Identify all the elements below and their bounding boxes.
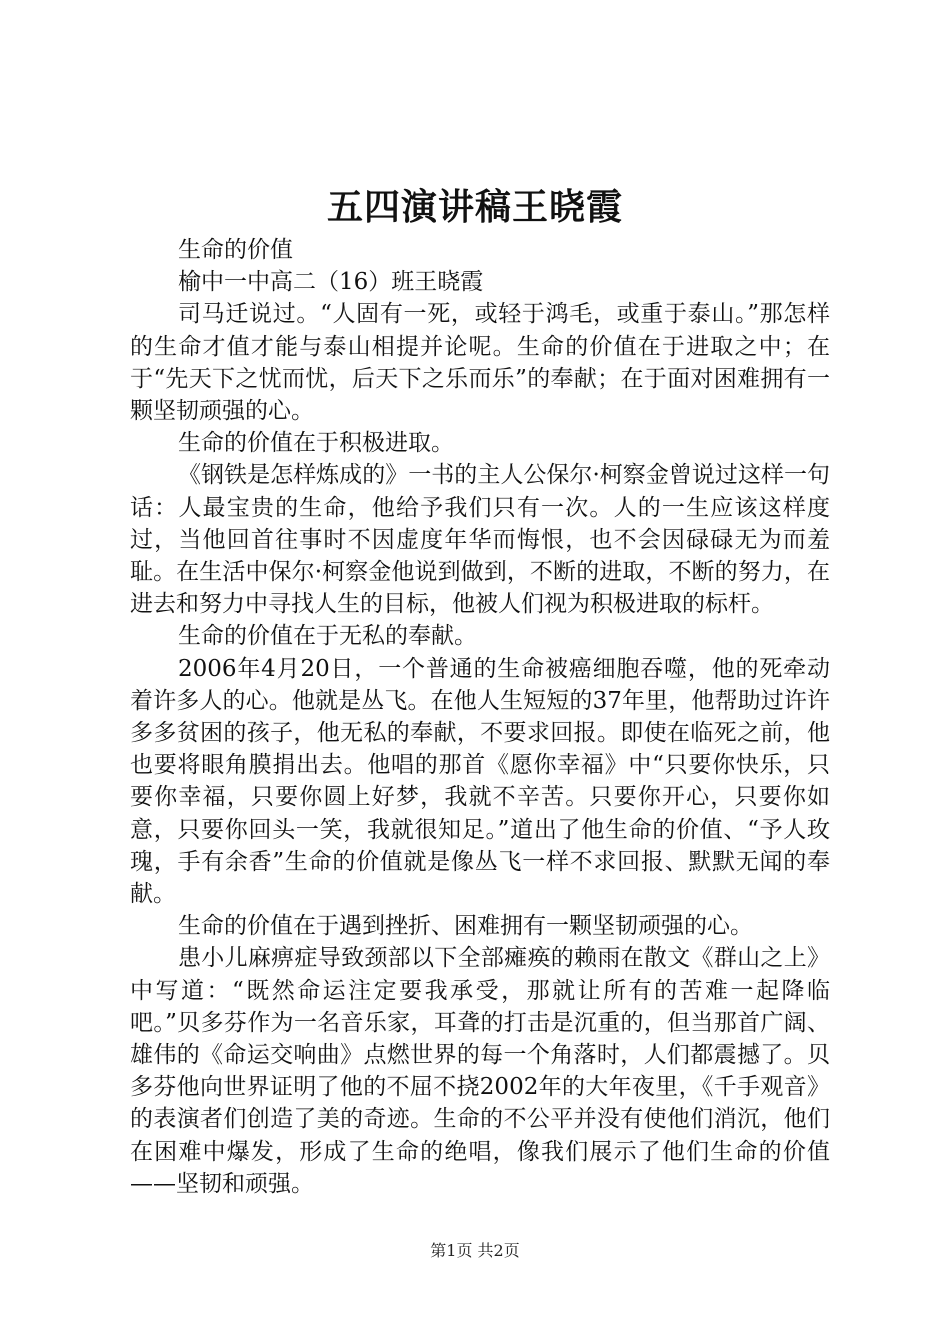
body-paragraph: 《钢铁是怎样炼成的》一书的主人公保尔·柯察金曾说过这样一句话：人最宝贵的生命，他给予我们只有一次。人的一生应该这样度过，当他回首往事时不因虚度年华而悔恨，也不会因碌碌无为而羞耻。在生活中保尔·柯察金他说到做到，不断的进取，不断的努力，在进去和努力中寻找人生的目标，他被人们视为积极进取的标杆。 xyxy=(130,462,830,618)
body-paragraph: 司马迁说过。“人固有一死，或轻于鸿毛，或重于泰山。”那怎样的生命才值才能与泰山相提并论呢。生命的价值在于进取之中；在于“先天下之忧而忧，后天下之乐而乐”的奉献；在于面对困难拥有一颗坚韧顽强的心。 xyxy=(130,301,830,425)
document-title: 五四演讲稿王晓霞 xyxy=(326,186,623,228)
author-paragraph: 榆中一中高二（16）班王晓霞 xyxy=(178,269,484,296)
body-paragraph: 患小儿麻痹症导致颈部以下全部瘫痪的赖雨在散文《群山之上》中写道：“既然命运注定要我承受，那就让所有的苦难一起降临吧。”贝多芬作为一名音乐家，耳聋的打击是沉重的，但当那首广阔、雄伟的《命运交响曲》点燃世界的每一个角落时，人们都震撼了。贝多芬他向世界证明了他的不屈不挠2002年的大年夜里，《千手观音》的表演者们创造了美的奇迹。生命的不公平并没有使他们消沉，他们在困难中爆发，形成了生命的绝唱，像我们展示了他们生命的价值——坚韧和顽强。 xyxy=(130,945,830,1197)
section-heading-paragraph: 生命的价值在于无私的奉献。 xyxy=(178,623,477,650)
document-body xyxy=(130,234,830,1200)
subtitle-paragraph: 生命的价值 xyxy=(178,237,293,263)
body-paragraph: 2006年4月20日，一个普通的生命被癌细胞吞噬，他的死牵动着许多人的心。他就是丛飞。在他人生短短的37年里，他帮助过许许多多贫困的孩子，他无私的奉献，不要求回报。即使在临死之前，他也要将眼角膜捐出去。他唱的那首《愿你幸福》中“只要你快乐，只要你幸福，只要你圆上好梦，我就不辛苦。只要你开心，只要你如意，只要你回头一笑，我就很知足。”道出了他生命的价值、“予人玫瑰，手有余香”生命的价值就是像丛飞一样不求回报、默默无闻的奉献。 xyxy=(130,655,830,908)
section-heading-paragraph: 生命的价值在于遇到挫折、困难拥有一颗坚韧顽强的心。 xyxy=(178,913,753,940)
section-heading-paragraph: 生命的价值在于积极进取。 xyxy=(178,430,454,457)
page-footer: 第1页 共2页 xyxy=(430,1241,520,1260)
